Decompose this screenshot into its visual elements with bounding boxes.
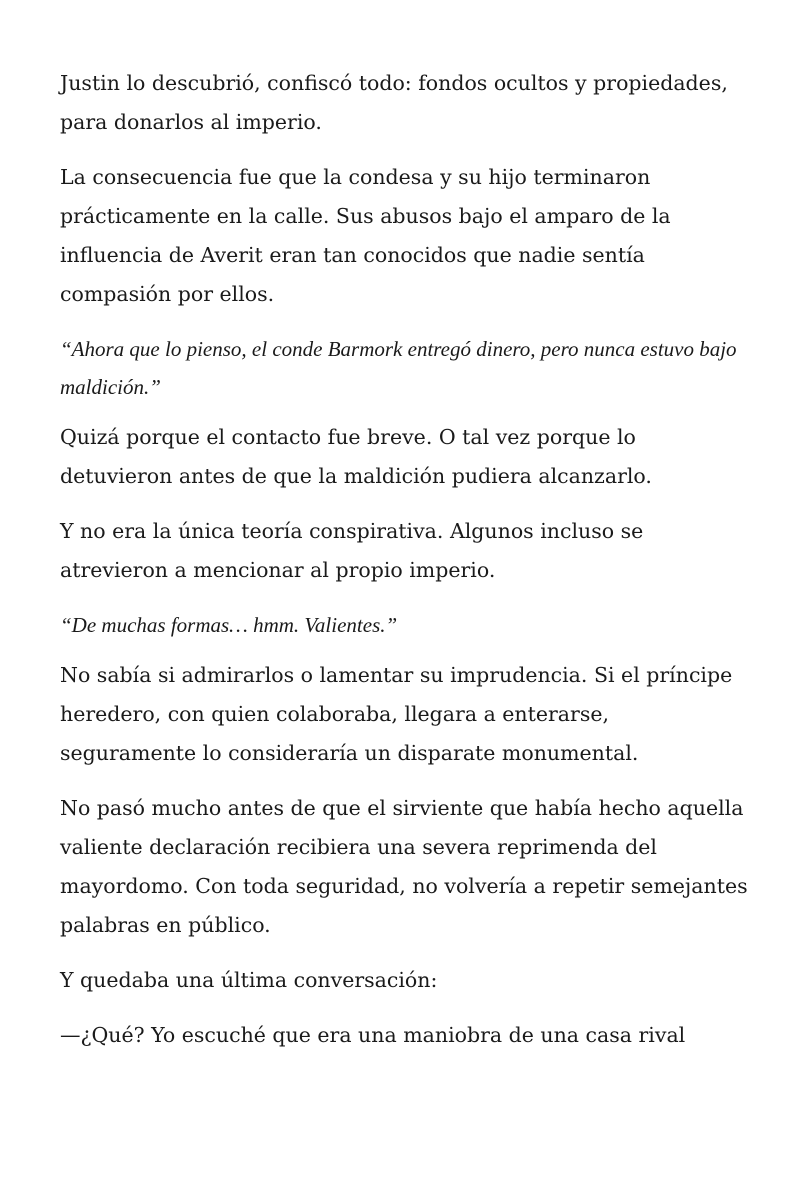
thought-brave: “De muchas formas… hmm. Valientes.”	[60, 613, 398, 637]
paragraph-justin-discovered: Justin lo descubrió, confiscó todo: fondos ocultos y propiedades, para donarlos al imperio.	[60, 71, 728, 134]
paragraph-last-conversation: Y quedaba una última conversación:	[60, 968, 438, 992]
paragraph-admire-or-lament: No sabía si admirarlos o lamentar su imprudencia. Si el príncipe heredero, con quien colaboraba, llegara a enterarse, seguramente lo consideraría un disparate monumental.	[60, 663, 733, 765]
paragraph-brief-contact: Quizá porque el contacto fue breve. O tal vez porque lo detuvieron antes de que la maldición pudiera alcanzarlo.	[60, 425, 652, 488]
paragraph-countess-consequence: La consecuencia fue que la condesa y su hijo terminaron prácticamente en la calle. Sus abusos bajo el amparo de la influencia de Averit eran tan conocidos que nadie sentía compasión por ellos.	[60, 165, 671, 306]
dialogue-rival-house: —¿Qué? Yo escuché que era una maniobra de una casa rival	[60, 1023, 686, 1047]
paragraph-servant-reprimand: No pasó mucho antes de que el sirviente que había hecho aquella valiente declaración recibiera una severa reprimenda del mayordomo. Con toda seguridad, no volvería a repetir semejantes palabras en público.	[60, 796, 748, 937]
reading-page	[60, 64, 750, 1071]
thought-count-barmork: “Ahora que lo pienso, el conde Barmork entregó dinero, pero nunca estuvo bajo maldición.”	[60, 337, 737, 399]
paragraph-conspiracy-theory: Y no era la única teoría conspirativa. Algunos incluso se atrevieron a mencionar al propio imperio.	[60, 519, 644, 582]
